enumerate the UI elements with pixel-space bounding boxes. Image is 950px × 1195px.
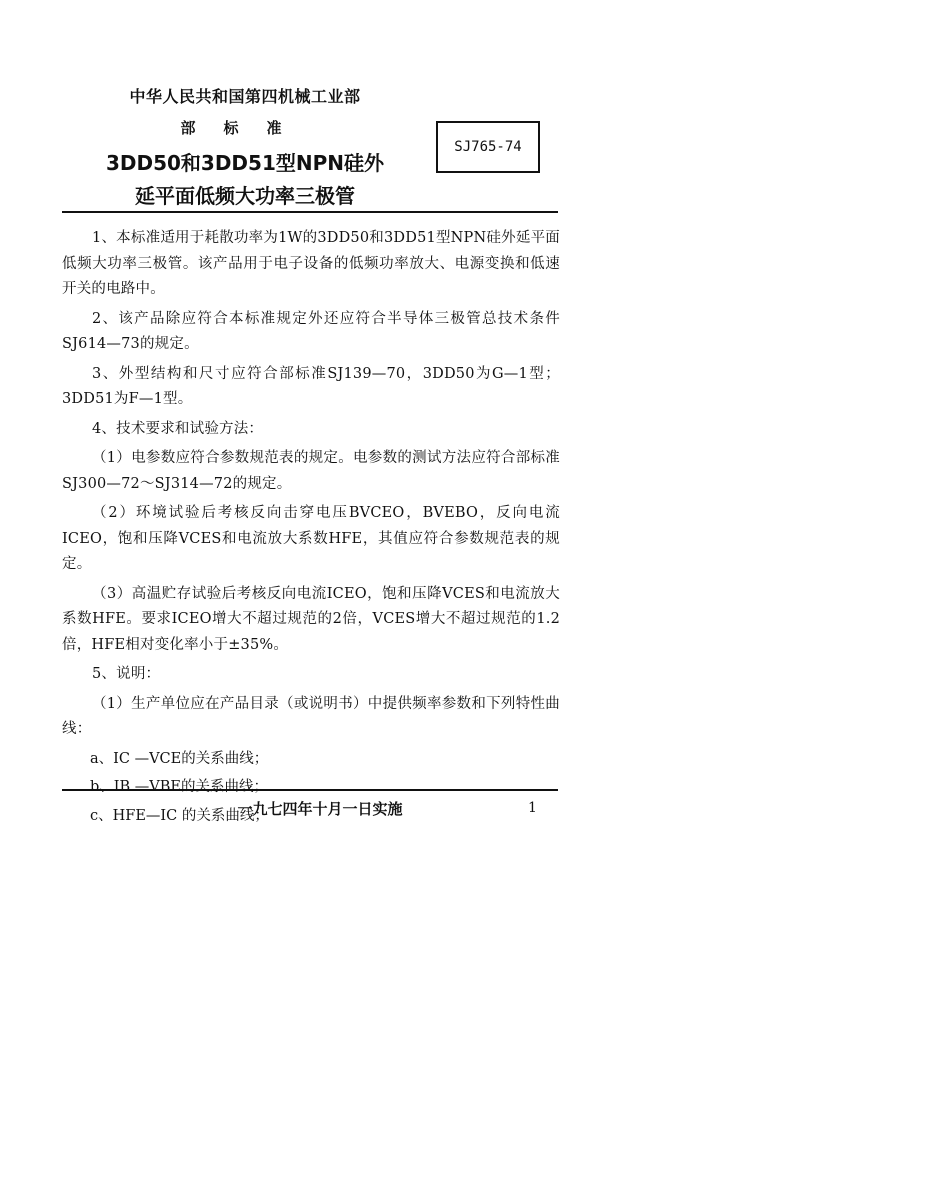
clause-2: 2、该产品除应符合本标准规定外还应符合半导体三极管总技术条件SJ614—73的规定。 [62, 310, 560, 352]
standard-type: 部标准 [180, 119, 310, 137]
clause-5: 5、说明： [92, 666, 161, 682]
clause-4-3: （3）高温贮存试验后考核反向电流ICEO，饱和压降VCES和电流放大系数HFE。要求ICEO增大不超过规范的2倍，VCES增大不超过规范的1.2倍，HFE相对变化率小于±35%。 [62, 585, 560, 653]
clause-4: 4、技术要求和试验方法： [92, 420, 264, 437]
list-item-c: c、HFE—IC 的关系曲线； [90, 807, 269, 824]
clause-3: 3、外型结构和尺寸应符合部标准SJ139—70，3DD50为G—1型；3DD51为F—1型。 [62, 365, 560, 407]
document-title-line1: 3DD50和3DD51型NPN硅外 [105, 151, 385, 175]
effective-date: 一九七四年十月一日实施 [237, 800, 403, 818]
list-item-a: a、IC —VCE的关系曲线； [90, 750, 269, 767]
standard-code-box [436, 121, 540, 173]
header-divider [62, 211, 558, 213]
list-item-b: b、IB —VBE的关系曲线； [90, 779, 268, 795]
document-body [62, 226, 560, 832]
footer-divider [62, 789, 558, 791]
standard-code: SJ765-74 [454, 139, 522, 155]
issuing-ministry: 中华人民共和国第四机械工业部 [129, 87, 361, 106]
page-number: 1 [528, 800, 537, 816]
clause-5-1: （1）生产单位应在产品目录（或说明书）中提供频率参数和下列特性曲线： [62, 695, 560, 737]
clause-4-2: （2）环境试验后考核反向击穿电压BVCEO，BVEBO，反向电流ICEO，饱和压降VCES和电流放大系数HFE，其值应符合参数规范表的规定。 [62, 505, 560, 572]
clause-4-1: （1）电参数应符合参数规范表的规定。电参数的测试方法应符合部标准SJ300—72～SJ314—72的规定。 [62, 450, 560, 492]
clause-1: 1、本标准适用于耗散功率为1W的3DD50和3DD51型NPN硅外延平面低频大功率三极管。该产品用于电子设备的低频功率放大、电源变换和低速开关的电路中。 [62, 230, 560, 297]
document-title-line2: 延平面低频大功率三极管 [135, 184, 355, 208]
